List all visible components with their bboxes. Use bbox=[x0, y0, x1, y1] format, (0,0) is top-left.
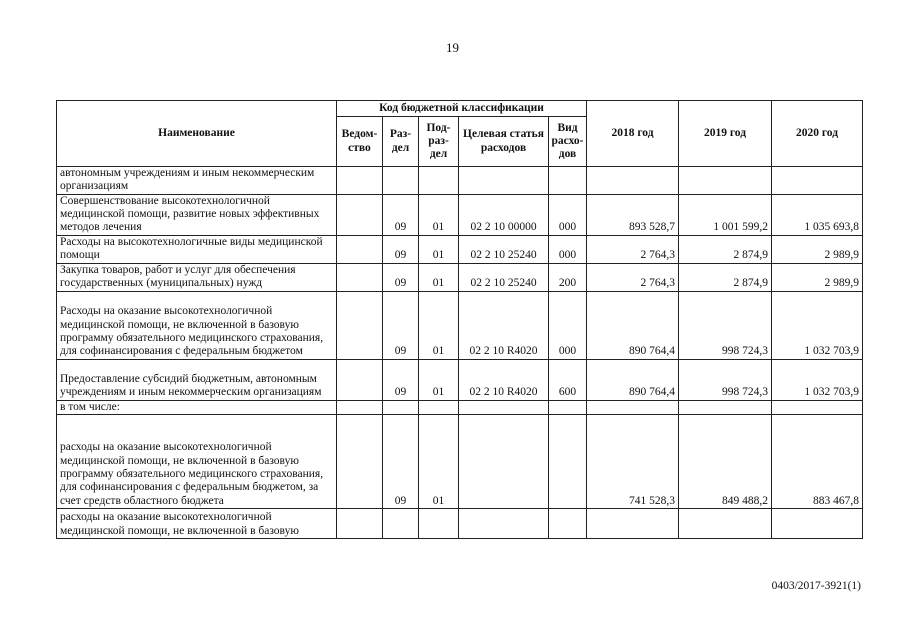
cell-vid bbox=[549, 400, 587, 414]
header-2018: 2018 год bbox=[587, 101, 679, 167]
cell-y2018 bbox=[587, 508, 679, 538]
cell-y2018: 741 528,3 bbox=[587, 414, 679, 508]
cell-y2020 bbox=[772, 400, 863, 414]
cell-vedom bbox=[337, 235, 383, 263]
table-row bbox=[57, 508, 863, 538]
cell-vid bbox=[549, 508, 587, 538]
cell-y2020: 883 467,8 bbox=[772, 414, 863, 508]
cell-vid: 600 bbox=[549, 359, 587, 400]
cell-y2019 bbox=[679, 508, 772, 538]
cell-razdel: 09 bbox=[383, 235, 419, 263]
cell-vid: 000 bbox=[549, 235, 587, 263]
cell-y2019: 849 488,2 bbox=[679, 414, 772, 508]
budget-table bbox=[56, 100, 863, 539]
cell-y2019: 2 874,9 bbox=[679, 235, 772, 263]
document-code: 0403/2017-3921(1) bbox=[771, 580, 861, 592]
cell-target: 02 2 10 25240 bbox=[459, 263, 549, 291]
cell-y2019: 1 001 599,2 bbox=[679, 194, 772, 235]
cell-razdel bbox=[383, 400, 419, 414]
table-row bbox=[57, 235, 863, 263]
cell-y2019: 2 874,9 bbox=[679, 263, 772, 291]
cell-razdel: 09 bbox=[383, 291, 419, 359]
cell-vedom bbox=[337, 167, 383, 195]
page-number: 19 bbox=[446, 40, 459, 55]
cell-vid: 000 bbox=[549, 194, 587, 235]
cell-target bbox=[459, 414, 549, 508]
cell-vedom bbox=[337, 359, 383, 400]
cell-target: 02 2 10 25240 bbox=[459, 235, 549, 263]
cell-y2018: 893 528,7 bbox=[587, 194, 679, 235]
cell-target bbox=[459, 167, 549, 195]
cell-name: Расходы на оказание высокотехнологичной медицинской помощи, не включенной в базовую программу обязательного медицинского страхования, для софинансирования с федеральным бюджетом bbox=[57, 291, 337, 359]
cell-vid bbox=[549, 414, 587, 508]
cell-y2020 bbox=[772, 508, 863, 538]
header-vid: Вид расхо-дов bbox=[549, 117, 587, 167]
table-row bbox=[57, 194, 863, 235]
header-target: Целевая статья расходов bbox=[459, 117, 549, 167]
cell-podrazdel bbox=[419, 508, 459, 538]
cell-name: Закупка товаров, работ и услуг для обеспечения государственных (муниципальных) нужд bbox=[57, 263, 337, 291]
cell-razdel bbox=[383, 167, 419, 195]
cell-y2020 bbox=[772, 167, 863, 195]
cell-name: автономным учреждениям и иным некоммерческим организациям bbox=[57, 167, 337, 195]
cell-podrazdel: 01 bbox=[419, 414, 459, 508]
cell-name: Предоставление субсидий бюджетным, автономным учреждениям и иным некоммерческим организациям bbox=[57, 359, 337, 400]
cell-razdel: 09 bbox=[383, 359, 419, 400]
cell-name: Расходы на высокотехнологичные виды медицинской помощи bbox=[57, 235, 337, 263]
cell-razdel bbox=[383, 508, 419, 538]
cell-y2019: 998 724,3 bbox=[679, 359, 772, 400]
cell-target: 02 2 10 R4020 bbox=[459, 291, 549, 359]
cell-y2020: 1 032 703,9 bbox=[772, 291, 863, 359]
cell-y2019 bbox=[679, 400, 772, 414]
header-razdel: Раз-дел bbox=[383, 117, 419, 167]
cell-target bbox=[459, 508, 549, 538]
cell-y2020: 2 989,9 bbox=[772, 235, 863, 263]
cell-y2018: 890 764,4 bbox=[587, 291, 679, 359]
cell-vedom bbox=[337, 400, 383, 414]
cell-vedom bbox=[337, 291, 383, 359]
table-row bbox=[57, 263, 863, 291]
cell-podrazdel: 01 bbox=[419, 359, 459, 400]
cell-y2019: 998 724,3 bbox=[679, 291, 772, 359]
cell-vedom bbox=[337, 263, 383, 291]
cell-podrazdel: 01 bbox=[419, 291, 459, 359]
table-row bbox=[57, 400, 863, 414]
cell-vid bbox=[549, 167, 587, 195]
cell-podrazdel bbox=[419, 400, 459, 414]
cell-vid: 200 bbox=[549, 263, 587, 291]
header-vedom: Ведом-ство bbox=[337, 117, 383, 167]
cell-target: 02 2 10 00000 bbox=[459, 194, 549, 235]
cell-name: расходы на оказание высокотехнологичной медицинской помощи, не включенной в базовую программу обязательного медицинского страхования, для софинансирования с федеральным бюджетом, за счет средств областного бюджета bbox=[57, 414, 337, 508]
cell-razdel: 09 bbox=[383, 414, 419, 508]
cell-name: в том числе: bbox=[57, 400, 337, 414]
header-row-top bbox=[57, 101, 863, 117]
header-code-group: Код бюджетной классификации bbox=[337, 101, 587, 117]
cell-y2019 bbox=[679, 167, 772, 195]
cell-y2018: 2 764,3 bbox=[587, 235, 679, 263]
cell-podrazdel bbox=[419, 167, 459, 195]
table-body bbox=[57, 167, 863, 539]
cell-podrazdel: 01 bbox=[419, 235, 459, 263]
cell-y2018: 2 764,3 bbox=[587, 263, 679, 291]
table-row bbox=[57, 414, 863, 508]
cell-target: 02 2 10 R4020 bbox=[459, 359, 549, 400]
cell-vedom bbox=[337, 508, 383, 538]
cell-vedom bbox=[337, 194, 383, 235]
table-row bbox=[57, 167, 863, 195]
cell-vid: 000 bbox=[549, 291, 587, 359]
header-name: Наименование bbox=[57, 101, 337, 167]
table-row bbox=[57, 291, 863, 359]
cell-y2018 bbox=[587, 167, 679, 195]
cell-y2020: 1 032 703,9 bbox=[772, 359, 863, 400]
table-row bbox=[57, 359, 863, 400]
cell-y2018: 890 764,4 bbox=[587, 359, 679, 400]
header-2019: 2019 год bbox=[679, 101, 772, 167]
cell-razdel: 09 bbox=[383, 194, 419, 235]
cell-target bbox=[459, 400, 549, 414]
cell-razdel: 09 bbox=[383, 263, 419, 291]
cell-vedom bbox=[337, 414, 383, 508]
cell-name: Совершенствование высокотехнологичной медицинской помощи, развитие новых эффективных методов лечения bbox=[57, 194, 337, 235]
cell-name: расходы на оказание высокотехнологичной медицинской помощи, не включенной в базовую bbox=[57, 508, 337, 538]
cell-y2020: 2 989,9 bbox=[772, 263, 863, 291]
cell-y2020: 1 035 693,8 bbox=[772, 194, 863, 235]
header-2020: 2020 год bbox=[772, 101, 863, 167]
cell-podrazdel: 01 bbox=[419, 263, 459, 291]
header-podrazdel: Под-раз-дел bbox=[419, 117, 459, 167]
cell-podrazdel: 01 bbox=[419, 194, 459, 235]
cell-y2018 bbox=[587, 400, 679, 414]
